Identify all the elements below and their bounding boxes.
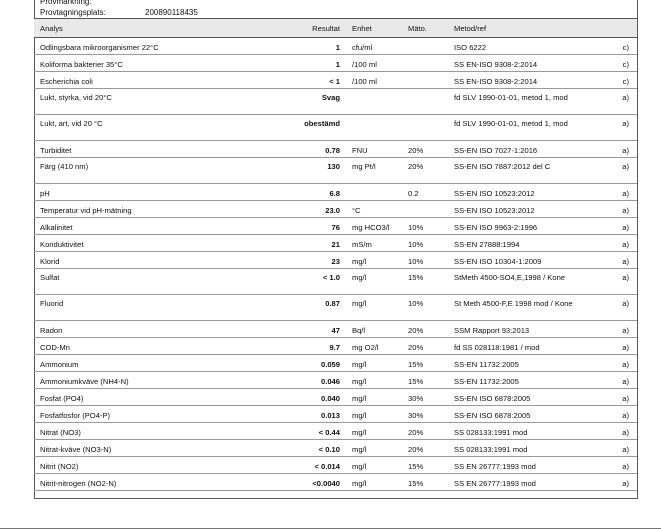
cell-metod: SS-EN ISO 9963-2:1996 xyxy=(448,218,588,235)
table-row xyxy=(34,406,637,423)
table-row xyxy=(34,457,637,474)
cell-metod: StMeth 4500-SO4,E,1998 / Kone xyxy=(448,269,588,295)
cell-enhet xyxy=(346,115,402,141)
table-row xyxy=(34,372,637,389)
cell-ref: a) xyxy=(588,158,637,184)
cell-enhet: mg HCO3/l xyxy=(346,218,402,235)
cell-resultat: 6.8 xyxy=(248,184,346,201)
cell-ref: a) xyxy=(588,218,637,235)
cell-analys: Radon xyxy=(34,321,248,338)
analysis-table xyxy=(34,19,637,491)
cell-metod: fd SS 028118:1981 / mod xyxy=(448,338,588,355)
cell-resultat: 0.046 xyxy=(248,372,346,389)
table-header-row xyxy=(34,19,637,38)
cell-mato: 15% xyxy=(402,355,448,372)
cell-mato: 10% xyxy=(402,218,448,235)
cell-ref: a) xyxy=(588,201,637,218)
cell-ref: a) xyxy=(588,321,637,338)
cell-resultat: Svag xyxy=(248,89,346,115)
col-mato: Mäto. xyxy=(402,19,448,38)
cell-enhet: mg/l xyxy=(346,474,402,491)
cell-metod: SS 028133:1991 mod xyxy=(448,423,588,440)
cell-ref: c) xyxy=(588,55,637,72)
cell-mato: 15% xyxy=(402,269,448,295)
cell-ref: a) xyxy=(588,355,637,372)
cell-ref: a) xyxy=(588,372,637,389)
cell-metod: ISO 6222 xyxy=(448,38,588,55)
cell-metod: SS-EN ISO 7887:2012 del C xyxy=(448,158,588,184)
cell-mato: 10% xyxy=(402,235,448,252)
cell-analys: Nitrat-kväve (NO3-N) xyxy=(34,440,248,457)
table-row xyxy=(34,158,637,184)
cell-resultat: < 0.44 xyxy=(248,423,346,440)
cell-analys: COD-Mn xyxy=(34,338,248,355)
cell-analys: Konduktivitet xyxy=(34,235,248,252)
cell-resultat: obestämd xyxy=(248,115,346,141)
cell-mato: 20% xyxy=(402,440,448,457)
col-analys: Analys xyxy=(34,19,248,38)
col-resultat: Resultat xyxy=(248,19,346,38)
cell-resultat: < 0.10 xyxy=(248,440,346,457)
cell-metod: SS-EN ISO 10523:2012 xyxy=(448,201,588,218)
cell-ref: a) xyxy=(588,89,637,115)
cell-enhet: mg/l xyxy=(346,355,402,372)
cell-metod: SS 028133:1991 mod xyxy=(448,440,588,457)
table-row xyxy=(34,295,637,321)
cell-analys: Lukt, art, vid 20 °C xyxy=(34,115,248,141)
cell-mato: 10% xyxy=(402,295,448,321)
cell-metod: SS-EN ISO 6878:2005 xyxy=(448,406,588,423)
table-row xyxy=(34,269,637,295)
cell-ref: a) xyxy=(588,141,637,158)
cell-analys: Turbiditet xyxy=(34,141,248,158)
table-row xyxy=(34,72,637,89)
cell-enhet: cfu/ml xyxy=(346,38,402,55)
cell-resultat: 23.0 xyxy=(248,201,346,218)
cell-ref: a) xyxy=(588,457,637,474)
table-row xyxy=(34,321,637,338)
cell-analys: Klorid xyxy=(34,252,248,269)
cell-metod: SS-EN ISO 7027-1:2016 xyxy=(448,141,588,158)
cell-mato: 0.2 xyxy=(402,184,448,201)
cell-analys: Odlingsbara mikroorganismer 22°C xyxy=(34,38,248,55)
table-row xyxy=(34,252,637,269)
table-row xyxy=(34,55,637,72)
cell-metod: SS-EN ISO 10304-1:2009 xyxy=(448,252,588,269)
cell-enhet: FNU xyxy=(346,141,402,158)
cell-enhet: mg O2/l xyxy=(346,338,402,355)
cell-metod: SS EN 26777:1993 mod xyxy=(448,457,588,474)
cell-enhet: mg/l xyxy=(346,389,402,406)
cell-mato: 20% xyxy=(402,141,448,158)
cell-ref: c) xyxy=(588,72,637,89)
cell-resultat: < 1.0 xyxy=(248,269,346,295)
cell-mato: 20% xyxy=(402,321,448,338)
table-row xyxy=(34,89,637,115)
cell-analys: Ammonium xyxy=(34,355,248,372)
table-row xyxy=(34,338,637,355)
cell-resultat: 0.013 xyxy=(248,406,346,423)
cell-resultat: 0.78 xyxy=(248,141,346,158)
cell-enhet: mg Pt/l xyxy=(346,158,402,184)
cell-metod: SS-EN ISO 6878:2005 xyxy=(448,389,588,406)
cell-metod: SS EN-ISO 9308-2:2014 xyxy=(448,55,588,72)
cell-mato: 20% xyxy=(402,423,448,440)
cell-resultat: 130 xyxy=(248,158,346,184)
cell-metod: SS-EN 11732:2005 xyxy=(448,372,588,389)
cell-enhet: Bq/l xyxy=(346,321,402,338)
cell-analys: Temperatur vid pH-mätning xyxy=(34,201,248,218)
cell-resultat: < 0.014 xyxy=(248,457,346,474)
cell-mato: 30% xyxy=(402,406,448,423)
cell-enhet: mg/l xyxy=(346,423,402,440)
cell-enhet: /100 ml xyxy=(346,55,402,72)
cell-metod: SS-EN ISO 10523:2012 xyxy=(448,184,588,201)
cell-ref: a) xyxy=(588,115,637,141)
cell-resultat: 47 xyxy=(248,321,346,338)
cell-enhet: °C xyxy=(346,201,402,218)
cell-metod: fd SLV 1990-01-01, metod 1, mod xyxy=(448,115,588,141)
table-row xyxy=(34,184,637,201)
page-footer-rule xyxy=(0,528,661,529)
cell-ref: a) xyxy=(588,338,637,355)
table-row xyxy=(34,423,637,440)
cell-ref: a) xyxy=(588,184,637,201)
table-row xyxy=(34,141,637,158)
cell-mato: 10% xyxy=(402,252,448,269)
cell-resultat: < 1 xyxy=(248,72,346,89)
cell-analys: Nitrit-nitrogen (NO2-N) xyxy=(34,474,248,491)
cell-enhet: mg/l xyxy=(346,406,402,423)
cell-metod: SS-EN 11732:2005 xyxy=(448,355,588,372)
cell-resultat: 23 xyxy=(248,252,346,269)
cell-mato xyxy=(402,38,448,55)
table-row xyxy=(34,38,637,55)
col-ref xyxy=(588,19,637,38)
cell-ref: a) xyxy=(588,235,637,252)
table-row xyxy=(34,201,637,218)
cell-analys: Alkalinitet xyxy=(34,218,248,235)
cell-mato: 30% xyxy=(402,389,448,406)
cell-analys: Koliforma bakterier 35°C xyxy=(34,55,248,72)
cell-ref: a) xyxy=(588,389,637,406)
cell-ref: a) xyxy=(588,252,637,269)
cell-enhet: mg/l xyxy=(346,372,402,389)
provtagningsplats-value: 200890118435 xyxy=(145,8,198,17)
cell-ref: a) xyxy=(588,269,637,295)
cell-mato xyxy=(402,89,448,115)
table-row xyxy=(34,474,637,491)
table-row xyxy=(34,389,637,406)
cell-analys: Lukt, styrka, vid 20°C xyxy=(34,89,248,115)
cell-ref: a) xyxy=(588,406,637,423)
cell-metod: SS EN-ISO 9308-2:2014 xyxy=(448,72,588,89)
cell-resultat: 21 xyxy=(248,235,346,252)
col-enhet: Enhet xyxy=(346,19,402,38)
cell-analys: Ammoniumkväve (NH4-N) xyxy=(34,372,248,389)
cell-analys: Nitrat (NO3) xyxy=(34,423,248,440)
cell-enhet: mg/l xyxy=(346,295,402,321)
cell-ref: a) xyxy=(588,474,637,491)
cell-metod: St Meth 4500-F,E 1998 mod / Kone xyxy=(448,295,588,321)
table-row xyxy=(34,440,637,457)
cell-metod: fd SLV 1990-01-01, metod 1, mod xyxy=(448,89,588,115)
cell-mato: 20% xyxy=(402,158,448,184)
cell-mato: 20% xyxy=(402,338,448,355)
cell-mato xyxy=(402,55,448,72)
cell-resultat: 1 xyxy=(248,38,346,55)
cell-resultat: 0.87 xyxy=(248,295,346,321)
cell-enhet: mg/l xyxy=(346,440,402,457)
cell-resultat: <0.0040 xyxy=(248,474,346,491)
cell-resultat: 76 xyxy=(248,218,346,235)
cell-analys: Nitrit (NO2) xyxy=(34,457,248,474)
cell-enhet: mg/l xyxy=(346,457,402,474)
cell-enhet: mg/l xyxy=(346,252,402,269)
cell-enhet xyxy=(346,184,402,201)
cell-ref: a) xyxy=(588,440,637,457)
cell-ref: a) xyxy=(588,295,637,321)
cell-metod: SS EN 26777:1993 mod xyxy=(448,474,588,491)
cell-mato xyxy=(402,115,448,141)
cell-analys: Fosfat (PO4) xyxy=(34,389,248,406)
table-row xyxy=(34,218,637,235)
table-row xyxy=(34,235,637,252)
cell-mato xyxy=(402,201,448,218)
cell-resultat: 0.059 xyxy=(248,355,346,372)
cell-ref: c) xyxy=(588,38,637,55)
provmarkning-label: Provmärkning: xyxy=(40,0,92,6)
cell-mato: 15% xyxy=(402,457,448,474)
cell-mato: 15% xyxy=(402,372,448,389)
cell-resultat: 9.7 xyxy=(248,338,346,355)
cell-mato xyxy=(402,72,448,89)
table-row xyxy=(34,355,637,372)
cell-resultat: 1 xyxy=(248,55,346,72)
cell-ref: a) xyxy=(588,423,637,440)
cell-resultat: 0.040 xyxy=(248,389,346,406)
cell-mato: 15% xyxy=(402,474,448,491)
cell-analys: Sulfat xyxy=(34,269,248,295)
cell-enhet: mS/m xyxy=(346,235,402,252)
cell-analys: Fluorid xyxy=(34,295,248,321)
col-metod: Metod/ref xyxy=(448,19,588,38)
cell-metod: SS-EN 27888:1994 xyxy=(448,235,588,252)
cell-enhet xyxy=(346,89,402,115)
cell-analys: Fosfatfosfor (PO4-P) xyxy=(34,406,248,423)
table-body xyxy=(34,38,637,491)
table-row xyxy=(34,115,637,141)
cell-analys: Färg (410 nm) xyxy=(34,158,248,184)
cell-enhet: /100 ml xyxy=(346,72,402,89)
cell-analys: Escherichia coli xyxy=(34,72,248,89)
cell-analys: pH xyxy=(34,184,248,201)
cell-enhet: mg/l xyxy=(346,269,402,295)
cell-metod: SSM Rapport 93:2013 xyxy=(448,321,588,338)
provtagningsplats-label: Provtagningsplats: xyxy=(40,8,106,17)
